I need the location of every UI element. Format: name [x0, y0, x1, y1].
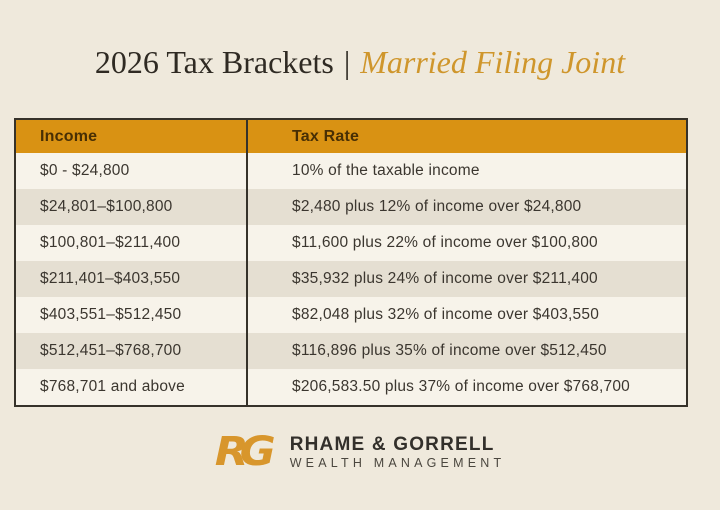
table-row: [16, 261, 686, 297]
income-range: $100,801–$211,400: [40, 234, 181, 251]
table-row: [16, 369, 686, 405]
column-header-income: Income: [40, 127, 98, 145]
company-subtitle: WEALTH MANAGEMENT: [289, 455, 506, 470]
tax-rate: $11,600 plus 22% of income over $100,800: [246, 225, 686, 261]
tax-rate: $2,480 plus 12% of income over $24,800: [246, 189, 686, 225]
tax-rate: $206,583.50 plus 37% of income over $768,700: [246, 369, 686, 405]
table-row: [16, 225, 686, 261]
income-range: $403,551–$512,450: [40, 306, 182, 323]
tax-brackets-table: [14, 118, 688, 407]
tax-rate: $35,932 plus 24% of income over $211,400: [246, 261, 686, 297]
page-title-separator: |: [343, 44, 351, 80]
income-range: $512,451–$768,700: [40, 342, 182, 359]
income-range: $211,401–$403,550: [40, 270, 181, 287]
page-title: [0, 44, 720, 81]
company-logo: [0, 430, 720, 474]
table-row: [16, 333, 686, 369]
income-range: $768,701 and above: [40, 378, 185, 395]
page-title-main: 2026 Tax Brackets: [94, 44, 334, 80]
company-name: RHAME & GORRELL: [289, 433, 495, 455]
column-header-tax-rate: Tax Rate: [246, 120, 686, 153]
table-row: [16, 297, 686, 333]
table-header-row: [16, 120, 686, 153]
tax-rate: 10% of the taxable income: [246, 153, 686, 189]
tax-rate: $116,896 plus 35% of income over $512,450: [246, 333, 686, 369]
income-range: $24,801–$100,800: [40, 198, 173, 215]
rg-monogram-icon: RG: [214, 428, 267, 475]
logo-text-block: [290, 434, 506, 471]
page-title-filing-status: Married Filing Joint: [360, 44, 626, 80]
income-range: $0 - $24,800: [40, 162, 130, 179]
tax-rate: $82,048 plus 32% of income over $403,550: [246, 297, 686, 333]
table-row: [16, 153, 686, 189]
table-row: [16, 189, 686, 225]
